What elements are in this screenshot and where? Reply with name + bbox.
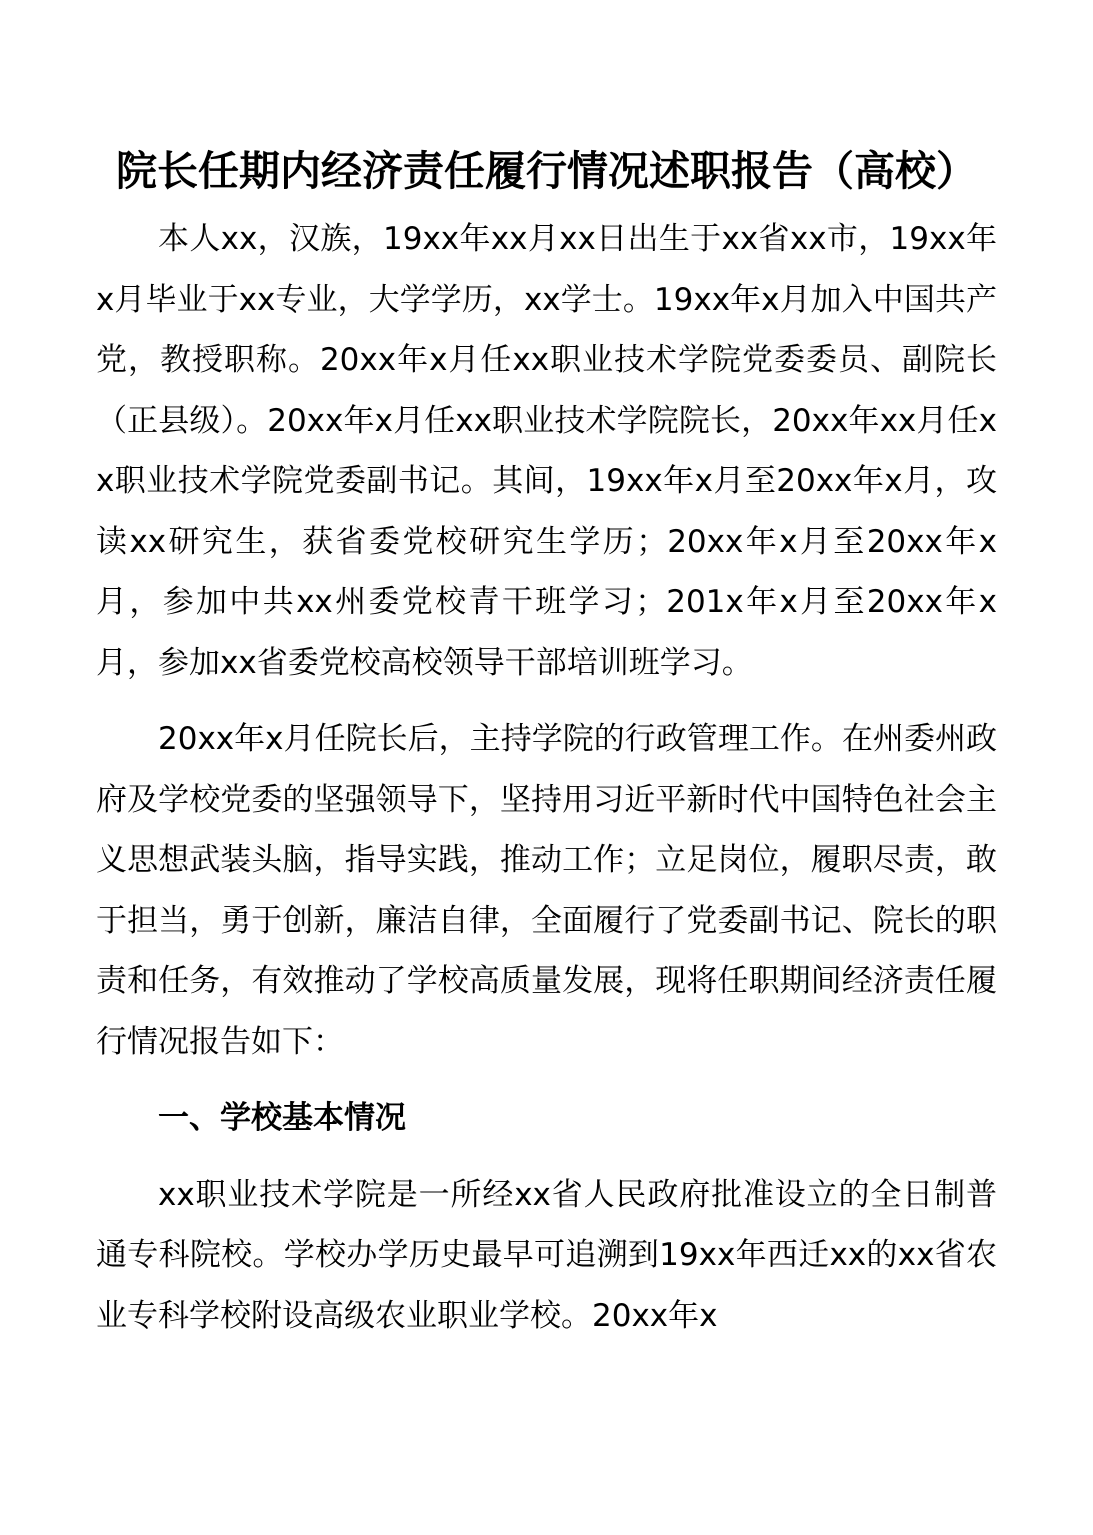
section-heading: 一、学校基本情况 — [158, 1100, 406, 1136]
summary-paragraph: 20xx年x月任院长后，主持学院的行政管理工作。在州委州政府及学校党委的坚强领导下，坚持用习近平新时代中国特色社会主义思想武装头脑，指导实践，推动工作；立足岗位，履职尽责，敢于担当，勇于创新，廉洁自律，全面履行了党委副书记、院长的职责和任务，有效推动了学校高质量发展，现将任职期间经济责任履行情况报告如下： — [96, 721, 997, 1060]
intro-paragraph: 本人xx，汉族，19xx年xx月xx日出生于xx省xx市，19xx年x月毕业于xx专业，大学学历，xx学士。19xx年x月加入中国共产党，教授职称。20xx年x月任xx职业技术学院党委委员、副院长（正县级）。20xx年x月任xx职业技术学院院长，20xx年xx月任xx职业技术学院党委副书记。其间，19xx年x月至20xx年x月，攻读xx研究生，获省委党校研究生学历；20xx年x月至20xx年x月，参加中共xx州委党校青干班学习；201x年x月至20xx年x月，参加xx省委党校高校领导干部培训班学习。 — [96, 221, 997, 681]
document-title: 院长任期内经济责任履行情况述职报告（高校） — [116, 147, 977, 195]
section-paragraph: xx职业技术学院是一所经xx省人民政府批准设立的全日制普通专科院校。学校办学历史最早可追溯到19xx年西迁xx的xx省农业专科学校附设高级农业职业学校。20xx年x — [96, 1176, 997, 1334]
